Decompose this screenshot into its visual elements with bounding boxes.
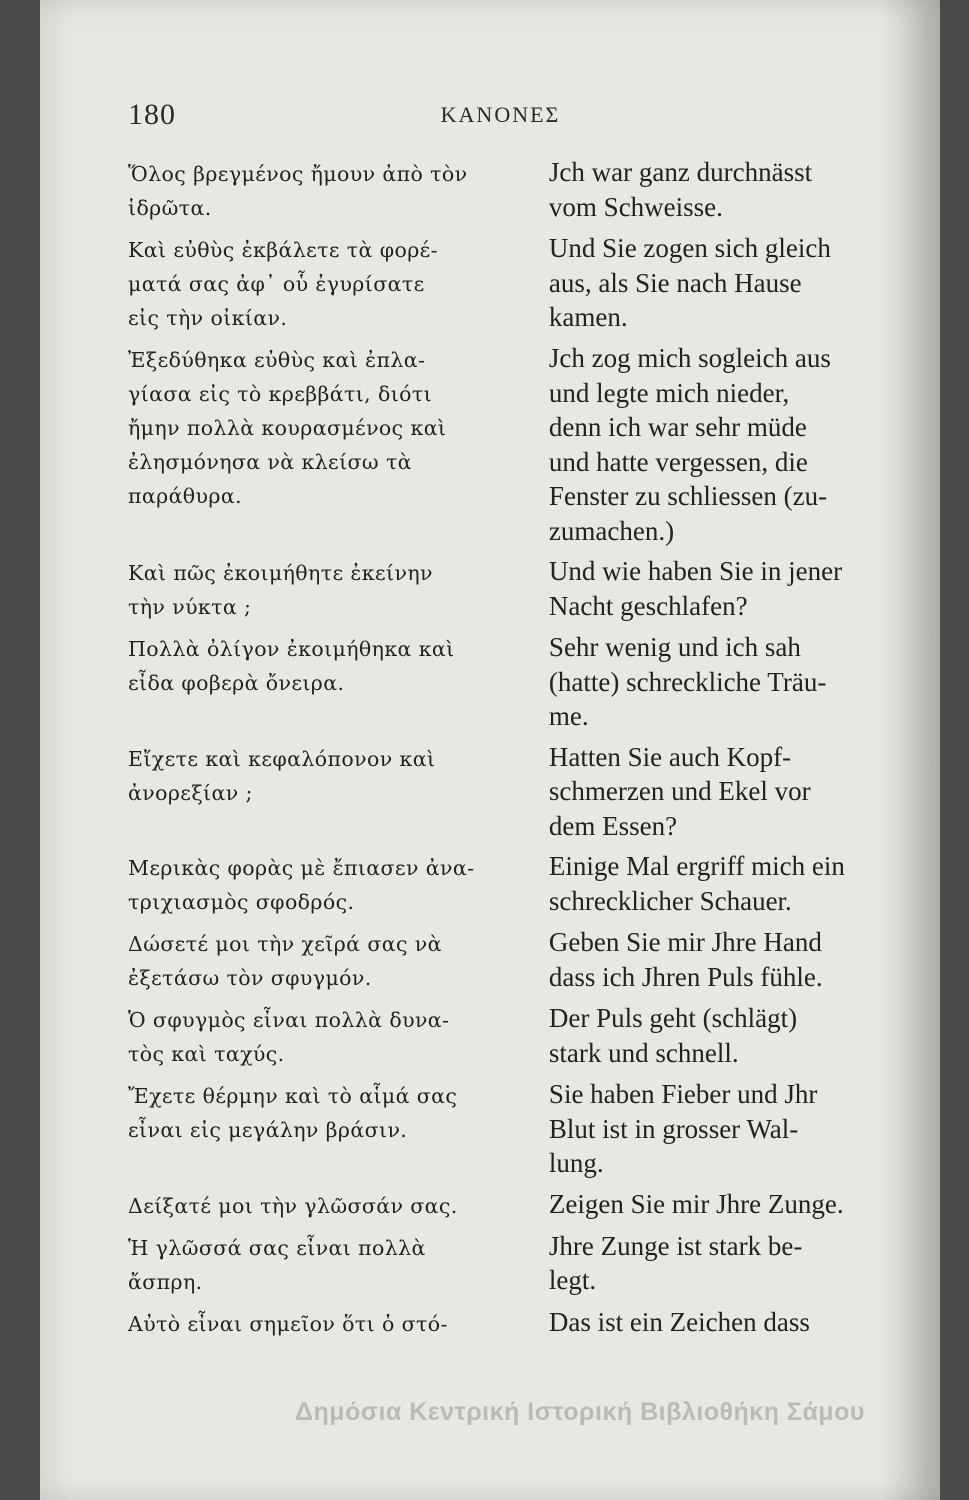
- greek-text: [128, 1001, 537, 1071]
- greek-line: Καὶ εὐθὺς ἐκβάλετε τὰ φορέ-: [128, 238, 438, 262]
- german-line: Blut ist in grosser Wal-: [548, 1113, 799, 1144]
- running-title: ΚΑΝΟΝΕΣ: [440, 102, 561, 127]
- german-text: [549, 1077, 903, 1181]
- greek-line: ἐλησμόνησα νὰ κλείσω τὰ: [128, 450, 412, 474]
- german-line: Und Sie zogen sich gleich: [548, 233, 831, 263]
- greek-line: εἰς τὴν οἰκίαν.: [128, 306, 288, 330]
- german-line: me.: [548, 701, 589, 731]
- german-line: denn ich war sehr müde: [548, 412, 807, 442]
- greek-line: ἱδρῶτα.: [128, 196, 212, 220]
- german-line: Hatten Sie auch Kopf-: [548, 741, 792, 772]
- greek-line: ματά σας ἀφ᾽ οὗ ἐγυρίσατε: [128, 272, 425, 296]
- greek-text: [128, 1077, 537, 1147]
- german-line: kamen.: [548, 302, 628, 332]
- greek-text: [128, 341, 537, 513]
- greek-line: Πολλὰ ὀλίγον ἐκοιμήθηκα καὶ: [128, 637, 455, 661]
- greek-line: Ἡ γλῶσσά σας εἶναι πολλὰ: [128, 1235, 426, 1260]
- greek-line: Αὐτὸ εἶναι σημεῖον ὅτι ὁ στό-: [128, 1311, 448, 1336]
- greek-line: Ὁ σφυγμὸς εἶναι πολλὰ δυνα-: [128, 1008, 450, 1032]
- greek-line: τὸς καὶ ταχύς.: [128, 1042, 285, 1066]
- german-text: [549, 1187, 903, 1222]
- greek-line: Μερικὰς φορὰς μὲ ἔπιασεν ἀνα-: [128, 856, 475, 880]
- greek-line: γίασα εἰς τὸ κρεββάτι, διότι: [128, 382, 433, 406]
- german-line: Der Puls geht (schlägt): [548, 1003, 798, 1033]
- german-line: Sie haben Fieber und Jhr: [548, 1079, 818, 1109]
- greek-text: [128, 1187, 537, 1223]
- greek-line: Ὅλος βρεγμένος ἤμουν ἀπὸ τὸν: [128, 162, 468, 186]
- greek-line: ἐξετάσω τὸν σφυγμόν.: [128, 966, 372, 990]
- phrase-entry: [128, 630, 903, 734]
- german-line: vom Schweisse.: [548, 191, 723, 222]
- german-line: legt.: [548, 1265, 597, 1295]
- german-text: [549, 740, 903, 844]
- greek-line: τὴν νύκτα ;: [128, 595, 252, 619]
- german-text: [549, 1001, 903, 1070]
- greek-text: [128, 740, 537, 810]
- greek-line: Εἴχετε καὶ κεφαλόπονον καὶ: [128, 746, 436, 771]
- german-line: und legte mich nieder,: [548, 377, 790, 408]
- german-line: dass ich Jhren Puls fühle.: [548, 961, 823, 992]
- phrase-entry: [128, 155, 903, 225]
- library-watermark: Δημόσια Κεντρική Ιστορική Βιβλιοθήκη Σάμου: [295, 1398, 865, 1426]
- greek-line: Καὶ πῶς ἐκοιμήθητε ἐκείνην: [128, 561, 433, 585]
- greek-line: ἀνορεξίαν ;: [128, 780, 253, 805]
- greek-text: [128, 1305, 537, 1341]
- phrase-entry: [128, 341, 903, 548]
- greek-line: Δείξατέ μοι τὴν γλῶσσάν σας.: [128, 1193, 458, 1218]
- greek-line: Ἐξεδύθηκα εὐθὺς καὶ ἐπλα-: [128, 348, 426, 372]
- greek-text: [128, 155, 537, 225]
- greek-line: παράθυρα.: [128, 484, 243, 508]
- german-line: Fenster zu schliessen (zu-: [548, 481, 828, 511]
- phrase-entry: [128, 849, 903, 919]
- german-line: schmerzen und Ekel vor: [548, 776, 811, 806]
- german-line: Das ist ein Zeichen dass: [548, 1306, 810, 1337]
- phrase-entry: [128, 1077, 903, 1181]
- greek-text: [128, 554, 537, 624]
- greek-text: [128, 925, 537, 995]
- greek-line: ἄσπρη.: [128, 1269, 203, 1294]
- german-text: [549, 630, 903, 734]
- german-line: Und wie haben Sie in jener: [548, 556, 843, 586]
- german-line: zumachen.): [548, 515, 675, 546]
- german-line: dem Essen?: [548, 810, 678, 841]
- german-text: [549, 1305, 903, 1340]
- page-number: 180: [128, 98, 176, 131]
- greek-text: [128, 849, 537, 919]
- greek-line: Ἔχετε θέρμην καὶ τὸ αἷμά σας: [128, 1084, 458, 1108]
- german-text: [549, 1229, 903, 1298]
- phrase-list: [128, 155, 903, 1415]
- german-line: (hatte) schreckliche Träu-: [548, 666, 827, 697]
- greek-text: [128, 231, 537, 335]
- german-text: [549, 341, 903, 548]
- german-text: [549, 925, 903, 994]
- german-text: [549, 554, 903, 623]
- german-line: Jch war ganz durchnässt: [548, 157, 813, 187]
- greek-line: εἶδα φοβερὰ ὄνειρα.: [128, 671, 345, 695]
- phrase-entry: [128, 1187, 903, 1223]
- german-line: stark und schnell.: [548, 1037, 739, 1068]
- german-line: Jhre Zunge ist stark be-: [548, 1230, 803, 1261]
- german-line: und hatte vergessen, die: [548, 446, 808, 477]
- german-line: Jch zog mich sogleich aus: [548, 343, 831, 373]
- phrase-entry: [128, 740, 903, 844]
- german-line: Sehr wenig und ich sah: [548, 632, 801, 662]
- greek-line: εἶναι εἰς μεγάλην βράσιν.: [128, 1118, 408, 1142]
- greek-line: Δώσετέ μοι τὴν χεῖρά σας νὰ: [128, 932, 442, 956]
- page-header: [128, 98, 873, 138]
- greek-text: [128, 630, 537, 700]
- phrase-entry: [128, 554, 903, 624]
- phrase-entry: [128, 231, 903, 335]
- phrase-entry: [128, 1229, 903, 1299]
- german-text: [549, 155, 903, 224]
- german-line: Zeigen Sie mir Jhre Zunge.: [548, 1188, 844, 1219]
- german-line: Geben Sie mir Jhre Hand: [548, 927, 822, 957]
- german-line: Einige Mal ergriff mich ein: [548, 851, 845, 881]
- german-line: lung.: [548, 1148, 604, 1178]
- phrase-entry: [128, 1305, 903, 1341]
- german-line: aus, als Sie nach Hause: [548, 267, 802, 298]
- greek-line: ἤμην πολλὰ κουρασμένος καὶ: [128, 416, 447, 440]
- german-line: schrecklicher Schauer.: [548, 885, 792, 916]
- greek-text: [128, 1229, 537, 1299]
- german-line: Nacht geschlafen?: [548, 590, 748, 621]
- phrase-entry: [128, 1001, 903, 1071]
- phrase-entry: [128, 925, 903, 995]
- german-text: [549, 231, 903, 335]
- greek-line: τριχιασμὸς σφοδρός.: [128, 890, 355, 914]
- entry-gap: [128, 1341, 903, 1347]
- german-text: [549, 849, 903, 918]
